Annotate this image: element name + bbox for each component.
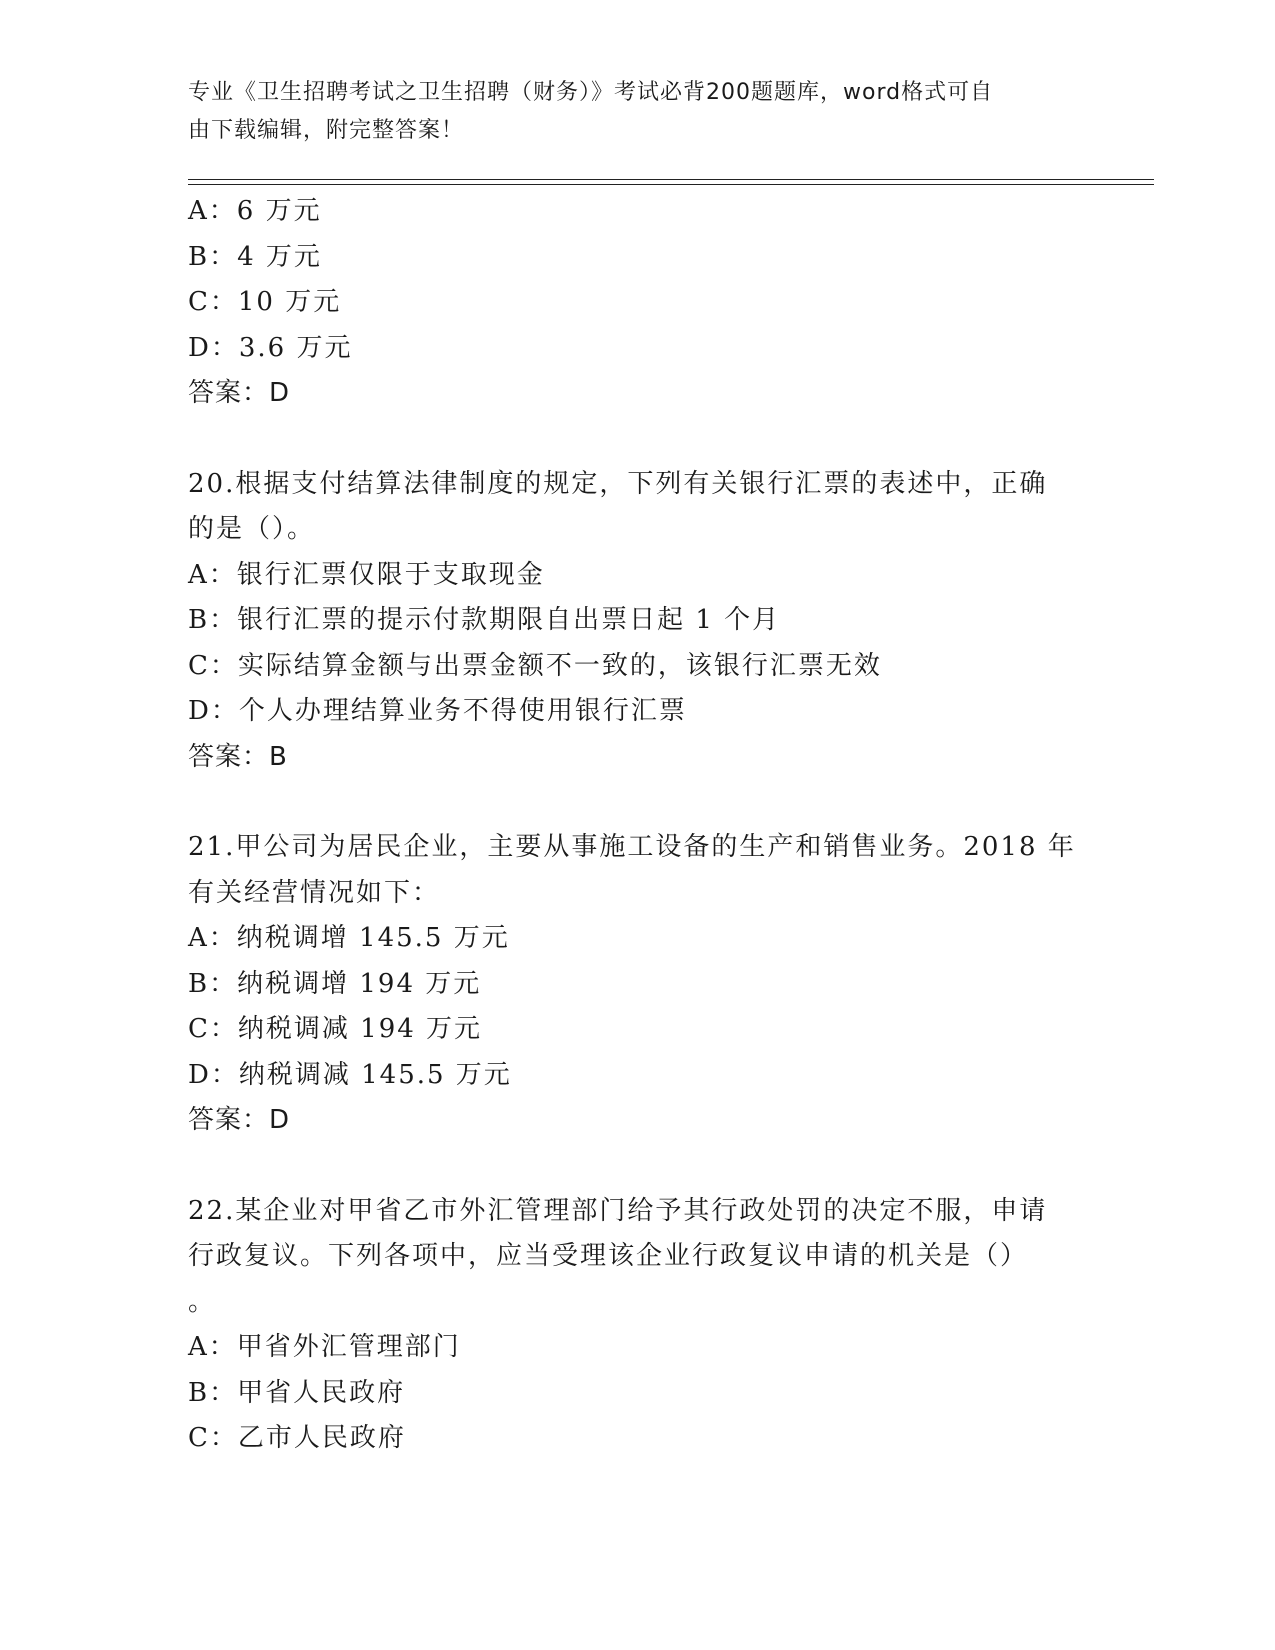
- option-c: C：10 万元: [188, 287, 342, 317]
- question-stem: 20.根据支付结算法律制度的规定，下列有关银行汇票的表述中，正确: [188, 468, 1048, 499]
- option-a: A：6 万元: [188, 196, 322, 226]
- question-stem: 的是（）。: [188, 514, 316, 544]
- header-divider-top: [188, 179, 1154, 180]
- option-b: B：4 万元: [188, 241, 322, 272]
- option-c: C：乙市人民政府: [188, 1423, 406, 1453]
- option-d: D：纳税调减 145.5 万元: [188, 1059, 512, 1090]
- option-b: B：甲省人民政府: [188, 1377, 406, 1408]
- question-stem: 行政复议。下列各项中，应当受理该企业行政复议申请的机关是（）: [188, 1241, 1029, 1271]
- option-c: C：纳税调减 194 万元: [188, 1014, 483, 1044]
- answer: 答案：D: [188, 378, 291, 408]
- spacer: [188, 417, 1088, 462]
- question-content: [188, 189, 1088, 1462]
- option-c: C：实际结算金额与出票金额不一致的，该银行汇票无效: [188, 650, 882, 681]
- option-a: A：纳税调增 145.5 万元: [188, 923, 510, 953]
- header-line-1: 专业《卫生招聘考试之卫生招聘（财务）》考试必背200题题库，word格式可自: [188, 80, 994, 105]
- header-divider-bottom: [188, 184, 1154, 185]
- question-stem: 22.某企业对甲省乙市外汇管理部门给予其行政处罚的决定不服，申请: [188, 1195, 1048, 1226]
- question-22: [188, 1189, 1088, 1462]
- option-b: B：纳税调增 194 万元: [188, 968, 482, 999]
- question-stem: 有关经营情况如下：: [188, 877, 441, 908]
- spacer: [188, 1144, 1088, 1189]
- answer: 答案：B: [188, 741, 288, 772]
- document-header: [188, 74, 1078, 150]
- question-21: [188, 825, 1088, 1144]
- option-a: A：银行汇票仅限于支取现金: [188, 559, 545, 590]
- option-d: D：个人办理结算业务不得使用银行汇票: [188, 696, 687, 726]
- prev-question: [188, 189, 1088, 417]
- question-stem: 。: [188, 1286, 217, 1317]
- spacer: [188, 780, 1088, 825]
- option-a: A：甲省外汇管理部门: [188, 1332, 461, 1362]
- option-b: B：银行汇票的提示付款期限自出票日起 1 个月: [188, 605, 781, 635]
- question-20: [188, 462, 1088, 781]
- answer: 答案：D: [188, 1105, 291, 1135]
- question-stem: 21.甲公司为居民企业，主要从事施工设备的生产和销售业务。2018 年: [188, 832, 1076, 862]
- option-d: D：3.6 万元: [188, 332, 353, 363]
- header-line-2: 由下载编辑，附完整答案！: [188, 118, 465, 143]
